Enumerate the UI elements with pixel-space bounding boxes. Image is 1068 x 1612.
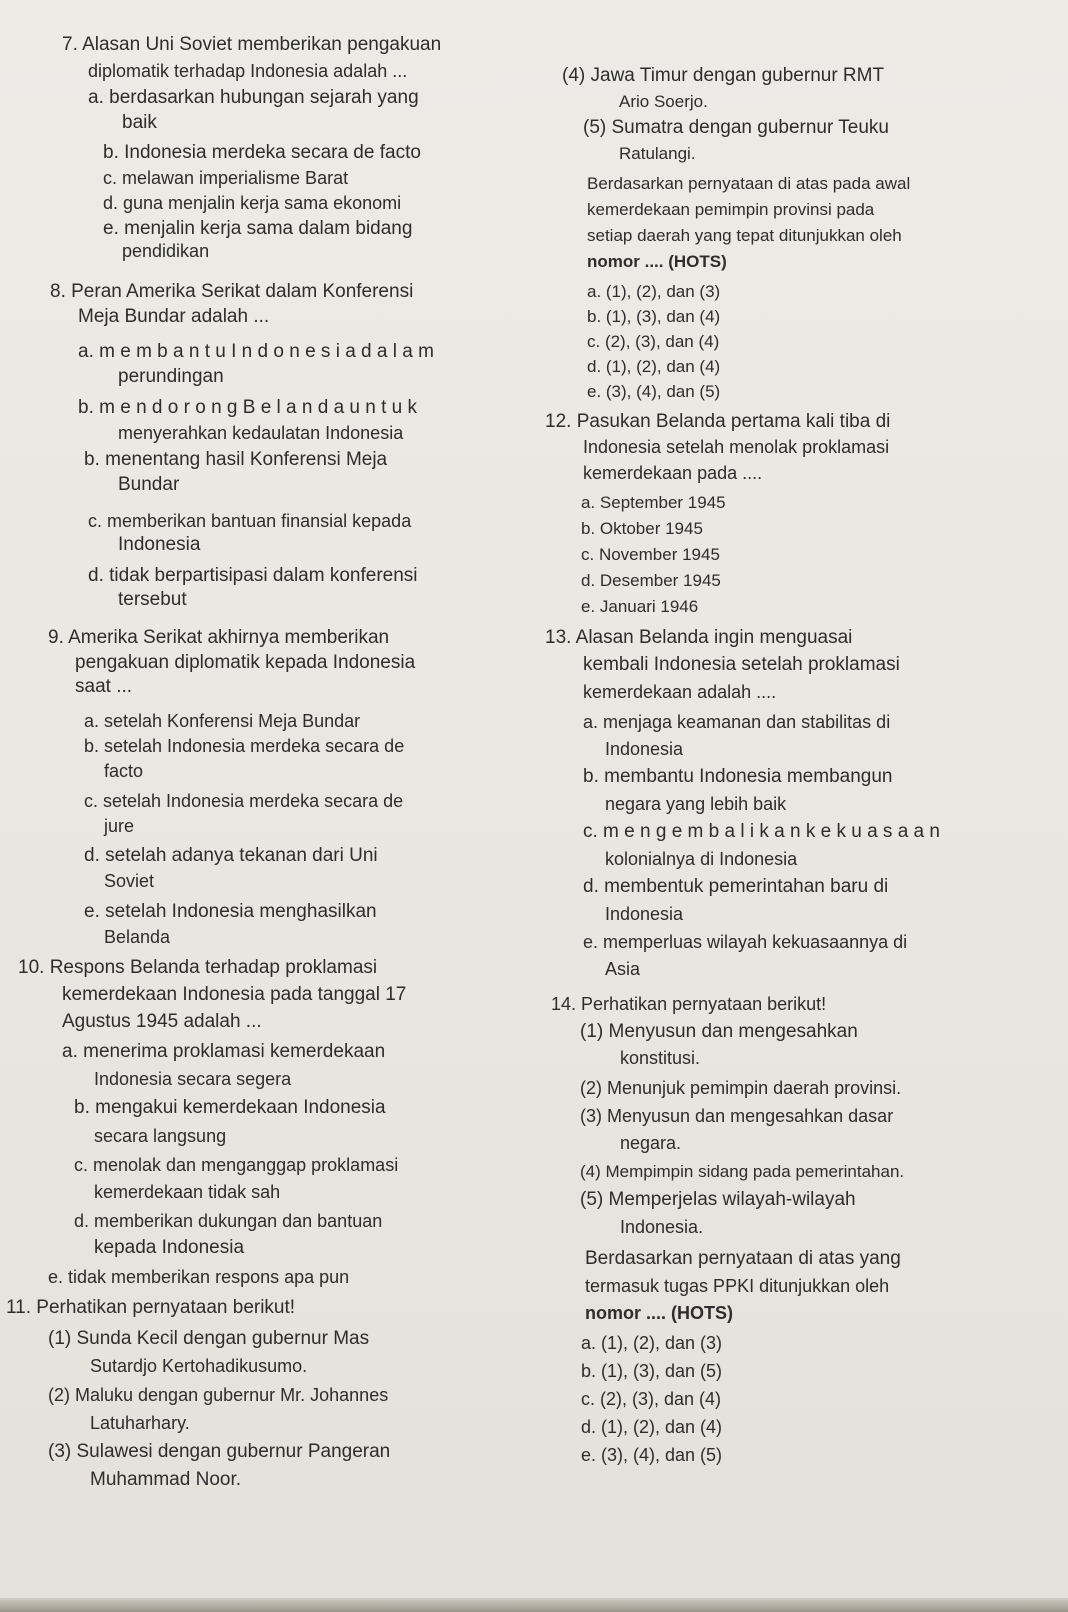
q14-statement-1-cont: konstitusi. — [620, 1048, 701, 1068]
q9-line2: pengakuan diplomatik kepada Indonesia — [75, 652, 416, 673]
q10-line2: kemerdekaan Indonesia pada tanggal 17 — [62, 984, 407, 1005]
q12-option-a: a. September 1945 — [581, 493, 726, 512]
q9-option-b-cont: facto — [104, 761, 144, 781]
q11-statement-3-cont: Muhammad Noor. — [90, 1469, 242, 1490]
q9-option-d-cont: Soviet — [104, 871, 155, 891]
q7-option-e-cont: pendidikan — [122, 241, 210, 261]
q14-option-c: c. (2), (3), dan (4) — [581, 1389, 722, 1409]
q10-option-d-cont: kepada Indonesia — [94, 1237, 245, 1258]
q12-line3: kemerdekaan pada .... — [583, 463, 763, 483]
q10-option-c: c. menolak dan menganggap proklamasi — [74, 1155, 399, 1175]
q11-instruction-3: setiap daerah yang tepat ditunjukkan oleh — [587, 226, 902, 245]
q13-option-e: e. memperluas wilayah kekuasaannya di — [583, 932, 908, 952]
q7-line1: 7. Alasan Uni Soviet memberikan pengakuan — [62, 34, 442, 55]
q9-option-d: d. setelah adanya tekanan dari Uni — [84, 845, 378, 866]
q7-option-b: b. Indonesia merdeka secara de facto — [103, 142, 421, 163]
q11-statement-3: (3) Sulawesi dengan gubernur Pangeran — [48, 1441, 391, 1462]
q13-option-b-cont: negara yang lebih baik — [605, 794, 787, 814]
q8-option-a-cont: perundingan — [118, 366, 224, 387]
q14-instruction-3: nomor .... (HOTS) — [585, 1303, 733, 1323]
q7-option-d: d. guna menjalin kerja sama ekonomi — [103, 193, 402, 213]
q11-option-a: a. (1), (2), dan (3) — [587, 282, 721, 301]
q9-option-c-cont: jure — [104, 816, 135, 836]
q14-option-a: a. (1), (2), dan (3) — [581, 1333, 723, 1353]
q11-option-d: d. (1), (2), dan (4) — [587, 357, 721, 376]
q7-line2: diplomatik terhadap Indonesia adalah ... — [88, 61, 408, 81]
page-bottom-edge — [0, 1598, 1068, 1612]
q13-line3: kemerdekaan adalah .... — [583, 682, 777, 702]
q7-option-a-cont: baik — [122, 112, 157, 133]
q10-option-b-cont: secara langsung — [94, 1126, 227, 1146]
q8-option-d: d. tidak berpartisipasi dalam konferensi — [88, 565, 418, 586]
q13-option-d-cont: Indonesia — [605, 904, 684, 924]
q14-statement-2: (2) Menunjuk pemimpin daerah provinsi. — [580, 1078, 902, 1098]
q11-statement-1-cont: Sutardjo Kertohadikusumo. — [90, 1356, 308, 1376]
q14-line1: 14. Perhatikan pernyataan berikut! — [551, 994, 827, 1014]
q13-line1: 13. Alasan Belanda ingin menguasai — [545, 627, 853, 648]
q7-option-e: e. menjalin kerja sama dalam bidang — [103, 218, 413, 239]
q13-line2: kembali Indonesia setelah proklamasi — [583, 654, 900, 675]
q8-option-b2: b. menentang hasil Konferensi Meja — [84, 449, 388, 470]
q11-statement-2-cont: Latuharhary. — [90, 1413, 190, 1433]
q14-instruction-2: termasuk tugas PPKI ditunjukkan oleh — [585, 1276, 890, 1296]
q13-option-d: d. membentuk pemerintahan baru di — [583, 876, 889, 897]
q11-statement-4-cont: Ario Soerjo. — [619, 92, 708, 111]
q14-option-b: b. (1), (3), dan (5) — [581, 1361, 723, 1381]
q11-option-c: c. (2), (3), dan (4) — [587, 332, 720, 351]
q14-statement-3: (3) Menyusun dan mengesahkan dasar — [580, 1106, 894, 1126]
q14-statement-5-cont: Indonesia. — [620, 1217, 704, 1237]
q9-line1: 9. Amerika Serikat akhirnya memberikan — [48, 627, 390, 648]
q12-option-c: c. November 1945 — [581, 545, 720, 564]
q13-option-b: b. membantu Indonesia membangun — [583, 766, 893, 787]
q9-line3: saat ... — [75, 676, 133, 697]
q9-option-e: e. setelah Indonesia menghasilkan — [84, 901, 377, 922]
q7-option-c: c. melawan imperialisme Barat — [103, 168, 349, 188]
q11-statement-5: (5) Sumatra dengan gubernur Teuku — [583, 117, 889, 138]
q11-statement-1: (1) Sunda Kecil dengan gubernur Mas — [48, 1328, 370, 1349]
q12-line1: 12. Pasukan Belanda pertama kali tiba di — [545, 411, 891, 432]
q11-instruction-2: kemerdekaan pemimpin provinsi pada — [587, 200, 875, 219]
q11-line1: 11. Perhatikan pernyataan berikut! — [6, 1297, 296, 1318]
q12-option-b: b. Oktober 1945 — [581, 519, 703, 538]
q10-option-a-cont: Indonesia secara segera — [94, 1069, 292, 1089]
q10-option-b: b. mengakui kemerdekaan Indonesia — [74, 1097, 386, 1118]
q14-statement-1: (1) Menyusun dan mengesahkan — [580, 1021, 858, 1042]
q8-option-c-cont: Indonesia — [118, 534, 201, 555]
q8-option-c: c. memberikan bantuan finansial kepada — [88, 511, 412, 531]
q14-statement-5: (5) Memperjelas wilayah-wilayah — [580, 1189, 856, 1210]
q14-option-d: d. (1), (2), dan (4) — [581, 1417, 723, 1437]
q10-option-c-cont: kemerdekaan tidak sah — [94, 1182, 281, 1202]
q10-option-d: d. memberikan dukungan dan bantuan — [74, 1211, 383, 1231]
q13-option-a: a. menjaga keamanan dan stabilitas di — [583, 712, 891, 732]
q8-line2: Meja Bundar adalah ... — [78, 306, 270, 327]
q10-line1: 10. Respons Belanda terhadap proklamasi — [18, 957, 378, 978]
q14-option-e: e. (3), (4), dan (5) — [581, 1445, 723, 1465]
q9-option-e-cont: Belanda — [104, 927, 171, 947]
q14-statement-4: (4) Mempimpin sidang pada pemerintahan. — [580, 1162, 905, 1181]
q12-option-d: d. Desember 1945 — [581, 571, 721, 590]
q11-option-e: e. (3), (4), dan (5) — [587, 382, 721, 401]
q12-line2: Indonesia setelah menolak proklamasi — [583, 437, 890, 457]
q8-option-b-cont: menyerahkan kedaulatan Indonesia — [118, 423, 404, 443]
q13-option-a-cont: Indonesia — [605, 739, 684, 759]
q12-option-e: e. Januari 1946 — [581, 597, 699, 616]
q10-line3: Agustus 1945 adalah ... — [62, 1011, 262, 1032]
q7-option-a: a. berdasarkan hubungan sejarah yang — [88, 87, 419, 108]
q11-statement-4: (4) Jawa Timur dengan gubernur RMT — [562, 65, 885, 86]
q11-statement-2: (2) Maluku dengan gubernur Mr. Johannes — [48, 1385, 389, 1405]
q8-line1: 8. Peran Amerika Serikat dalam Konferensi — [50, 281, 414, 302]
q11-instruction-4: nomor .... (HOTS) — [587, 252, 727, 271]
q9-option-c: c. setelah Indonesia merdeka secara de — [84, 791, 404, 811]
q8-option-b2-cont: Bundar — [118, 474, 180, 495]
q8-option-b: b. m e n d o r o n g B e l a n d a u n t u k — [78, 397, 418, 418]
q11-option-b: b. (1), (3), dan (4) — [587, 307, 721, 326]
q14-instruction-1: Berdasarkan pernyataan di atas yang — [585, 1248, 901, 1269]
q9-option-b: b. setelah Indonesia merdeka secara de — [84, 736, 405, 756]
q14-statement-3-cont: negara. — [620, 1133, 682, 1153]
q9-option-a: a. setelah Konferensi Meja Bundar — [84, 711, 361, 731]
q8-option-d-cont: tersebut — [118, 589, 187, 610]
q10-option-e: e. tidak memberikan respons apa pun — [48, 1267, 350, 1287]
q10-option-a: a. menerima proklamasi kemerdekaan — [62, 1041, 386, 1062]
q11-instruction-1: Berdasarkan pernyataan di atas pada awal — [587, 174, 911, 193]
q13-option-c: c. m e n g e m b a l i k a n k e k u a s a a n — [583, 821, 940, 842]
q11-statement-5-cont: Ratulangi. — [619, 144, 696, 163]
q8-option-a: a. m e m b a n t u I n d o n e s i a d a l a m — [78, 341, 434, 362]
q13-option-e-cont: Asia — [605, 959, 641, 979]
q13-option-c-cont: kolonialnya di Indonesia — [605, 849, 798, 869]
